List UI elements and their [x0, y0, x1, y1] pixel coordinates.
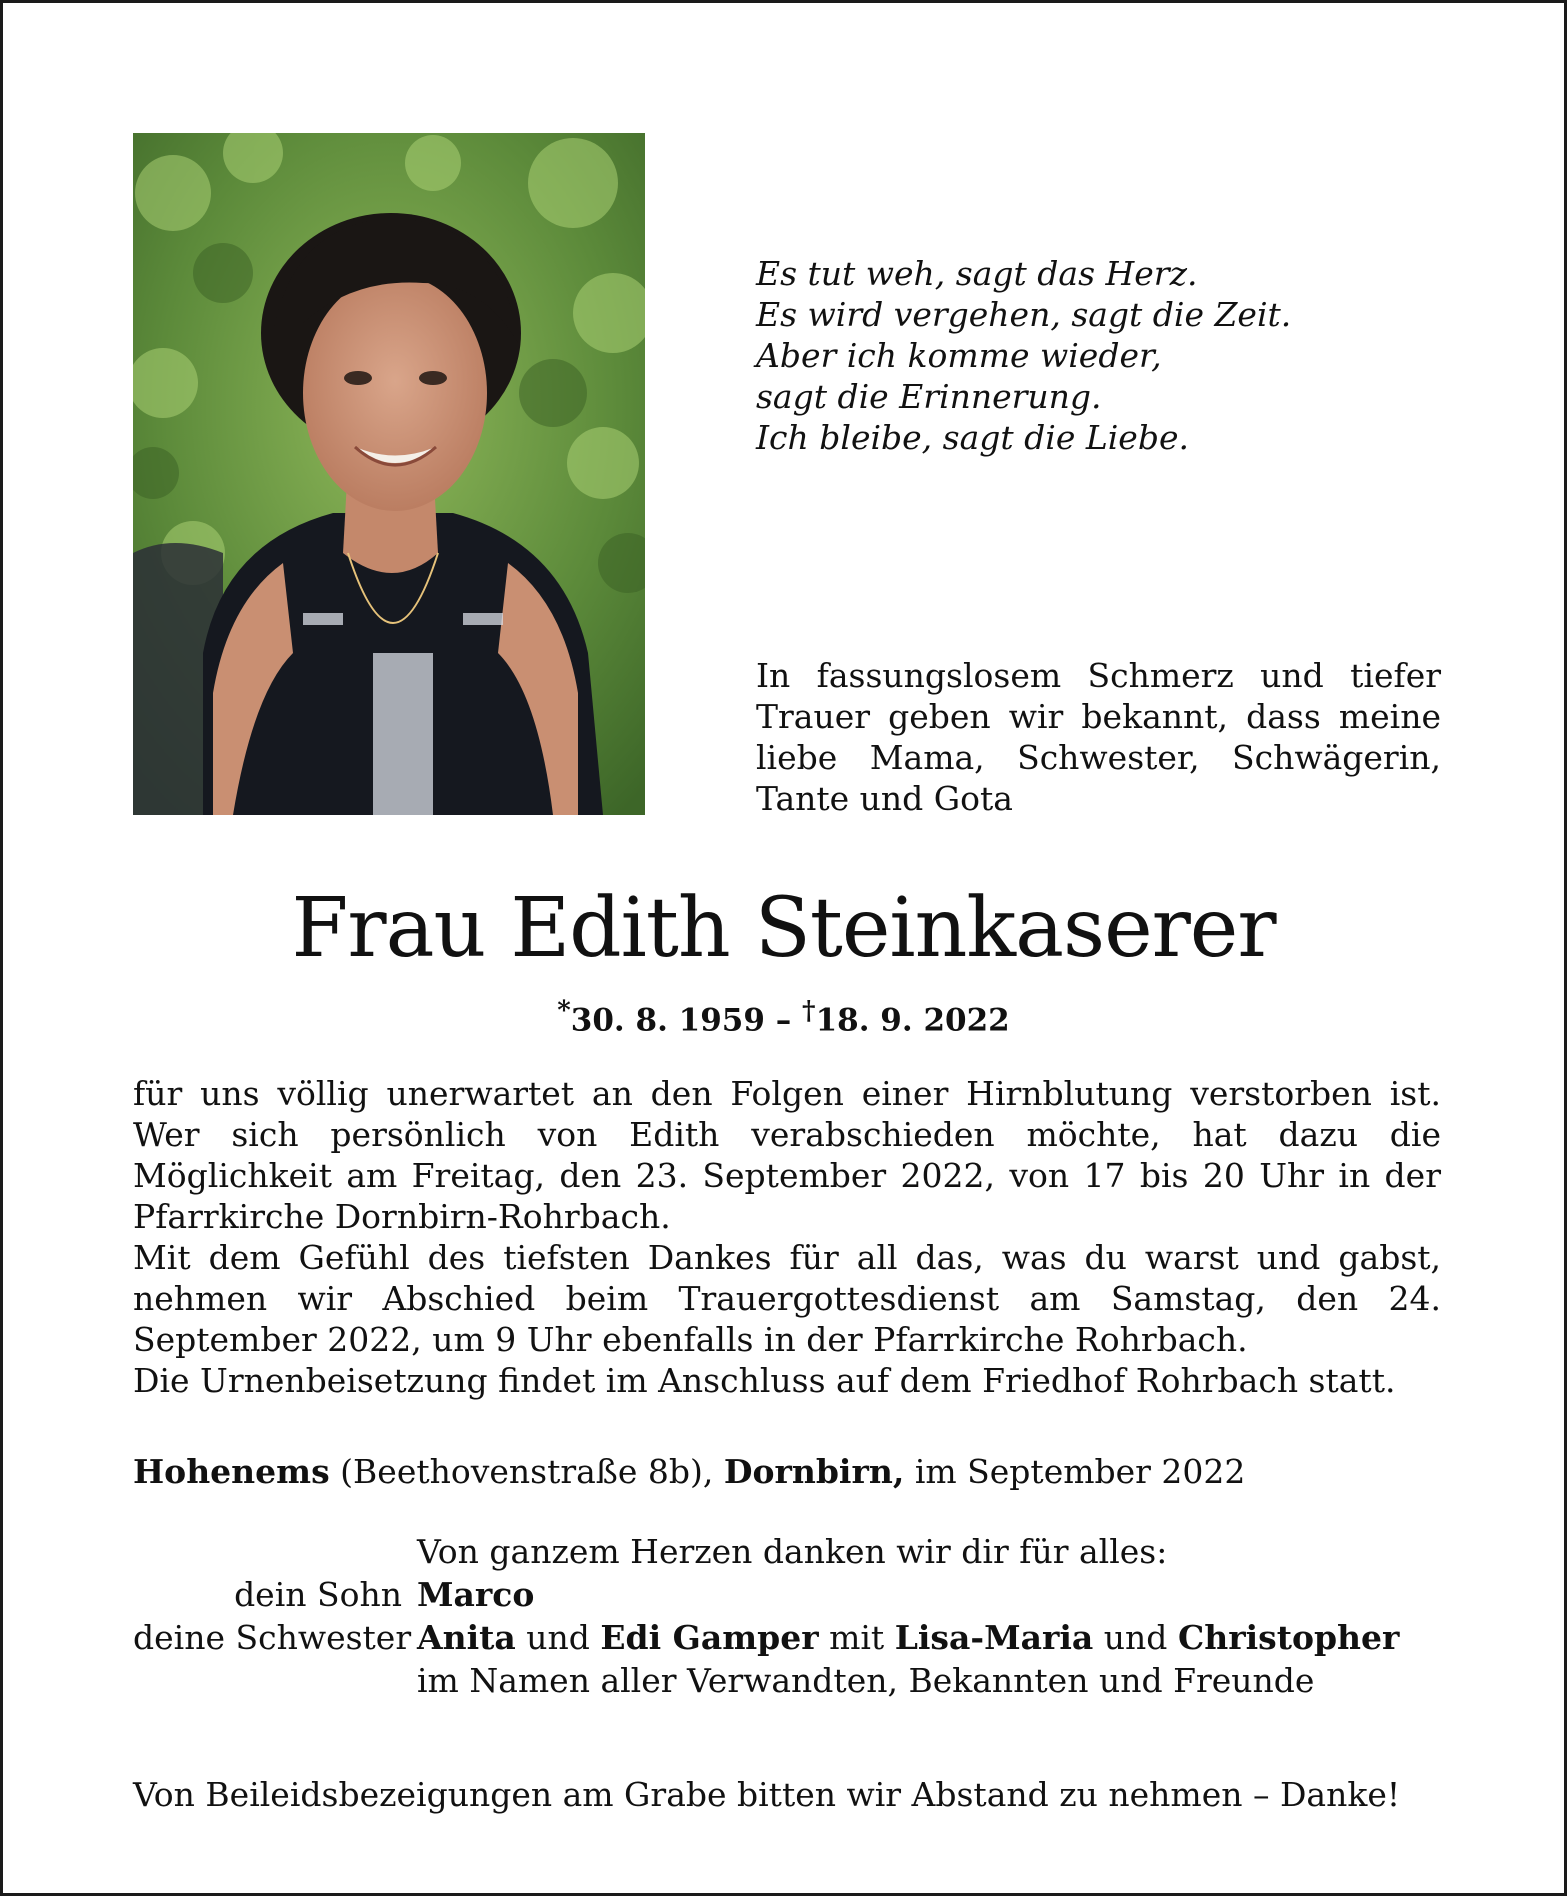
intro-text: In fassungslosem Schmerz und tiefer Trauer geben wir bekannt, dass meine liebe Mama, Schwester, Schwägerin, Tante und Gota — [756, 656, 1441, 818]
mourner-name: Edi Gamper — [600, 1618, 819, 1657]
poem — [756, 253, 1456, 458]
place-city-hohenems: Hohenems — [133, 1452, 330, 1491]
body-paragraph: Die Urnenbeisetzung findet im Anschluss auf dem Friedhof Rohrbach statt. — [133, 1361, 1396, 1400]
deceased-name: Frau Edith Steinkaserer — [291, 881, 1276, 976]
connector-text: und — [515, 1618, 601, 1657]
place-city-dornbirn: Dornbirn, — [723, 1452, 905, 1491]
mourner-name: Christopher — [1177, 1618, 1400, 1657]
birth-date: 30. 8. 1959 — [570, 1002, 765, 1039]
thanks-heading-row — [133, 1530, 1453, 1573]
portrait-illustration — [133, 133, 645, 815]
footer-note: Von Beileidsbezeigungen am Grabe bitten wir Abstand zu nehmen – Danke! — [133, 1775, 1401, 1814]
relation-label: deine Schwester — [133, 1618, 412, 1657]
body-paragraph: für uns völlig unerwartet an den Folgen einer Hirnblutung verstorben ist. Wer sich persönlich von Edith verabschieden möchte, hat dazu die Möglichkeit am Freitag, den 23. September 2022, von 17 bis 20 Uhr in der Pfarrkirche Dornbirn-Rohrbach. — [133, 1074, 1441, 1236]
poem-line: Aber ich komme wieder, — [756, 336, 1162, 375]
body-paragraph: Mit dem Gefühl des tiefsten Dankes für all das, was du warst und gabst, nehmen wir Abschied beim Trauergottesdienst am Samstag, den 24. September 2022, um 9 Uhr ebenfalls in der Pfarrkirche Rohrbach. — [133, 1238, 1441, 1359]
date-dash: – — [764, 1002, 803, 1039]
place-address: (Beethovenstraße 8b), — [329, 1452, 724, 1491]
others-text: im Namen aller Verwandten, Bekannten und Freunde — [417, 1661, 1315, 1700]
connector-text: und — [1093, 1618, 1178, 1657]
mourner-row-son — [133, 1573, 1453, 1616]
mourner-name: Marco — [417, 1575, 535, 1614]
portrait-photo — [133, 133, 645, 815]
birth-symbol: * — [557, 996, 571, 1026]
place-date: im September 2022 — [904, 1452, 1246, 1491]
death-symbol: † — [802, 996, 816, 1026]
mourner-name: Lisa-Maria — [894, 1618, 1094, 1657]
death-date: 18. 9. 2022 — [815, 1002, 1010, 1039]
relation-label: dein Sohn — [234, 1575, 402, 1614]
place-and-date — [133, 1451, 1245, 1492]
mourner-row-others — [133, 1659, 1453, 1702]
poem-line: Es tut weh, sagt das Herz. — [756, 254, 1198, 293]
thanks-heading: Von ganzem Herzen danken wir dir für alles: — [417, 1532, 1168, 1571]
mourners-block — [133, 1530, 1453, 1702]
mourner-row-sister — [133, 1616, 1453, 1659]
announcement-body — [133, 1073, 1441, 1401]
poem-line: Es wird vergehen, sagt die Zeit. — [756, 295, 1292, 334]
poem-line: Ich bleibe, sagt die Liebe. — [756, 418, 1189, 457]
connector-text: mit — [818, 1618, 895, 1657]
poem-line: sagt die Erinnerung. — [756, 377, 1102, 416]
mourner-name: Anita — [417, 1618, 516, 1657]
life-dates — [3, 993, 1564, 1038]
